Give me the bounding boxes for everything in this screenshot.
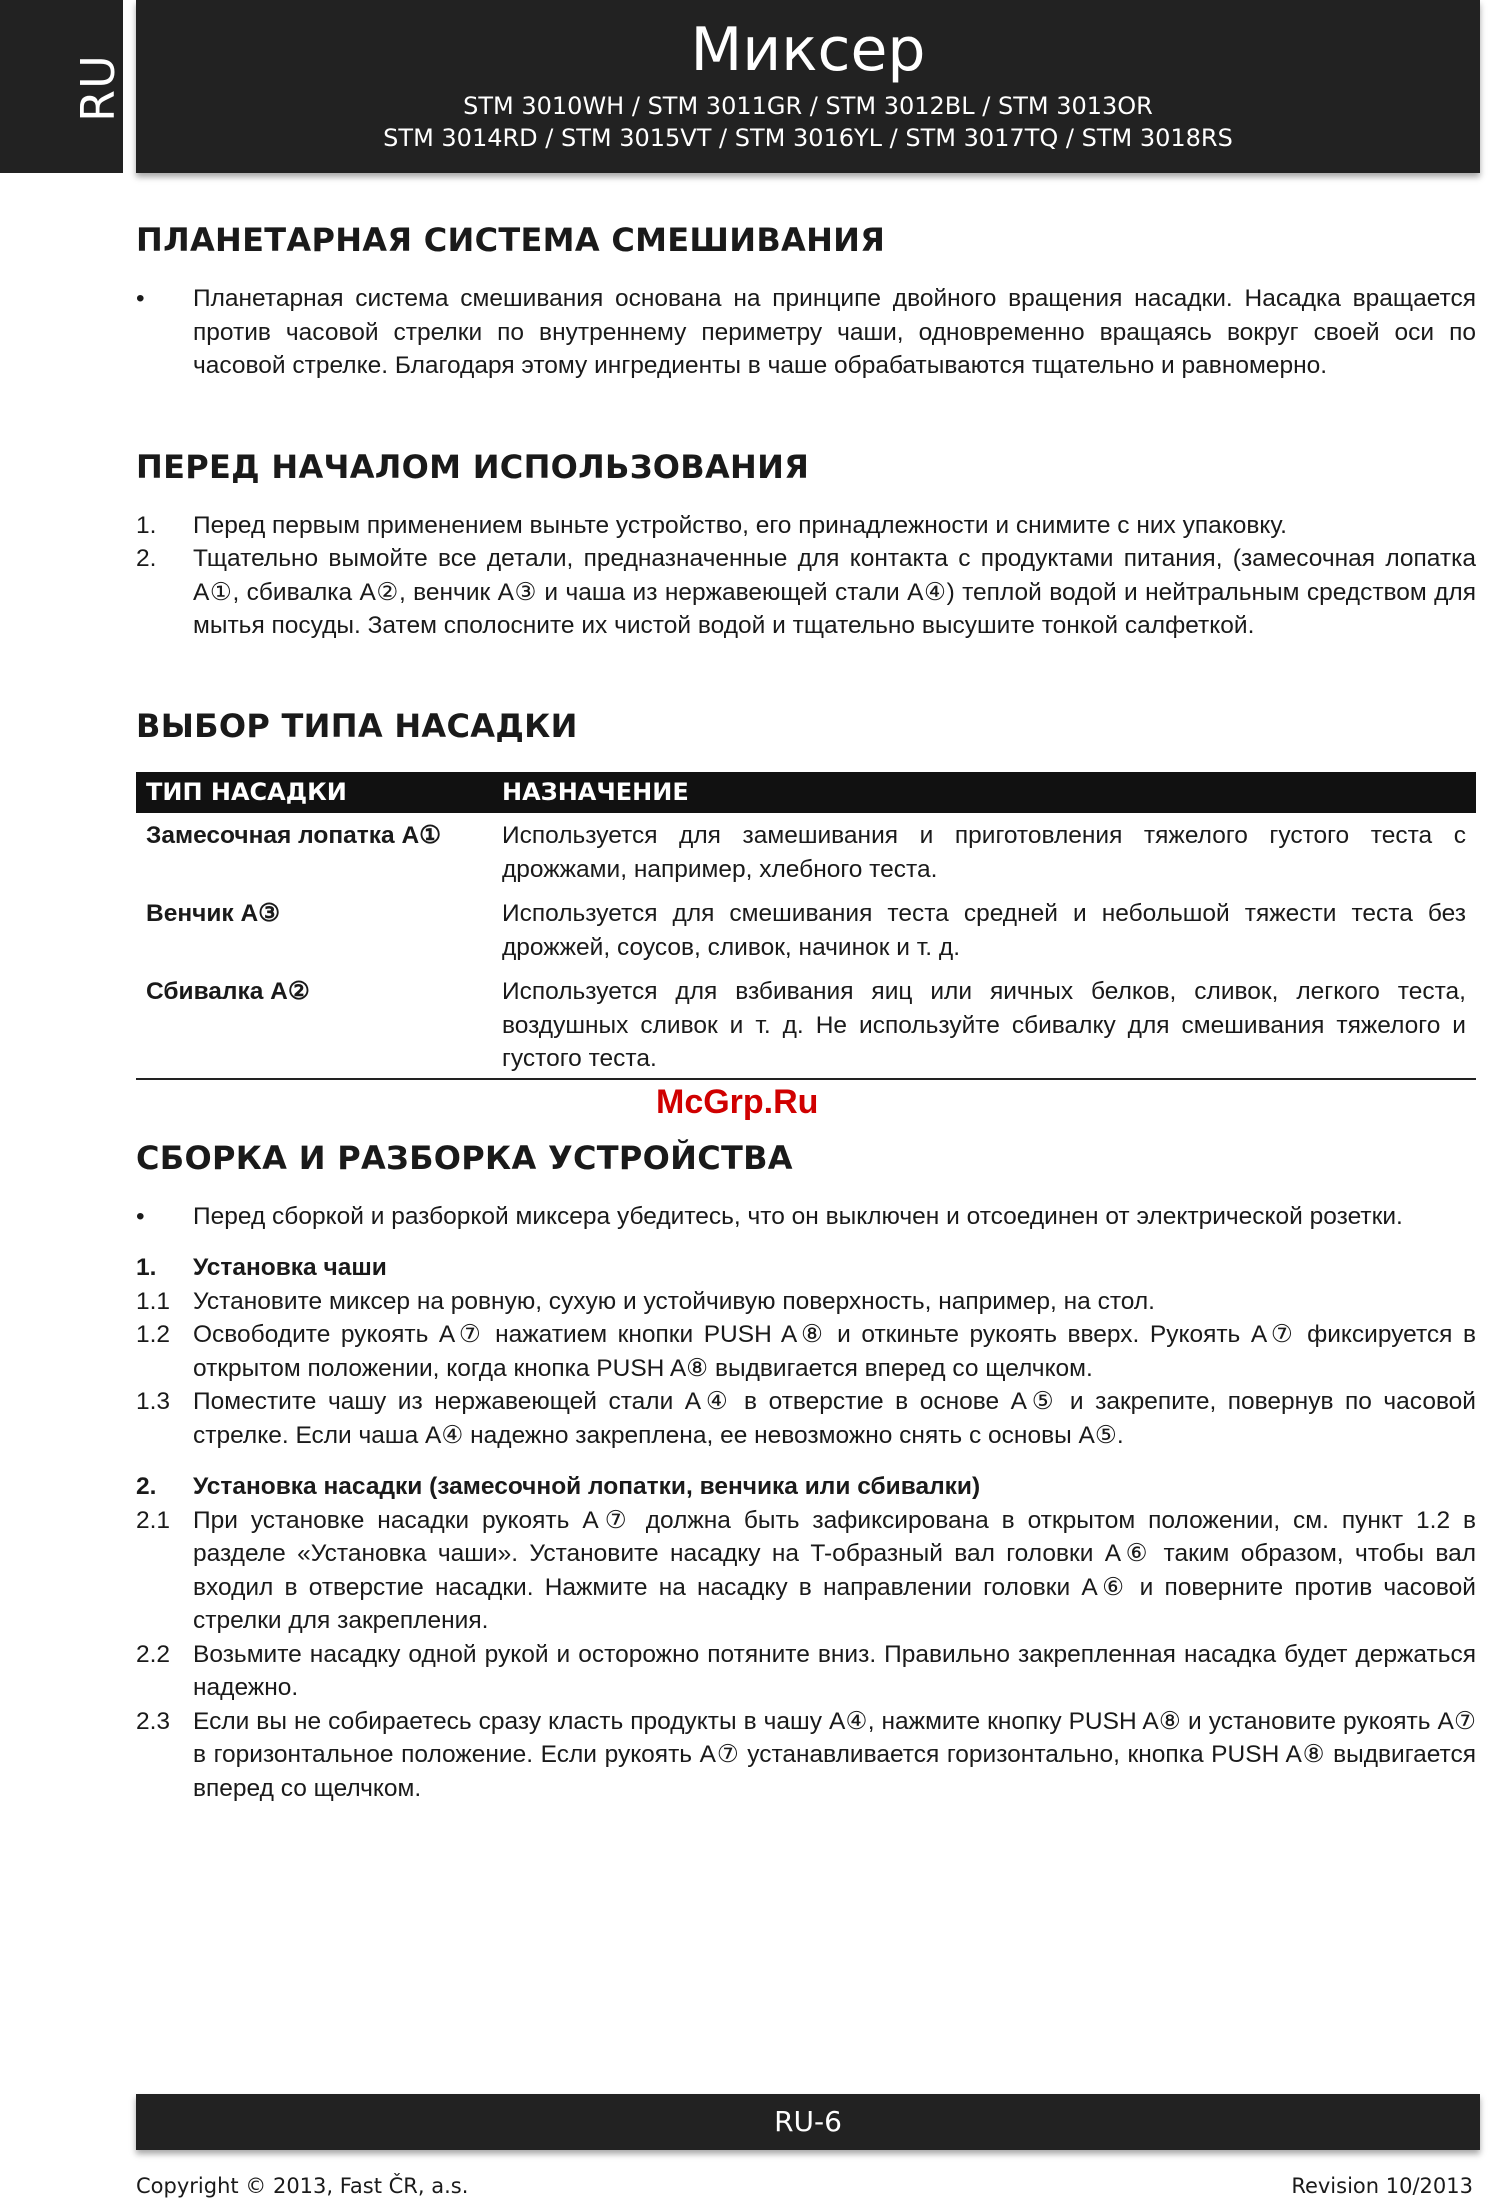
- list-item: [136, 1638, 1476, 1705]
- assembly-note-text: Перед сборкой и разборкой миксера убедитесь, что он выключен и отсоединен от электрической розетки.: [193, 1202, 1403, 1230]
- step-title: Установка чаши: [193, 1254, 387, 1281]
- table-row: [136, 813, 1476, 891]
- attachment-purpose: Используется для замешивания и приготовления тяжелого густого теста с дрожжами, например, хлебного теста.: [502, 822, 1466, 883]
- main-content: [136, 200, 1476, 1805]
- page-title: Миксер: [690, 15, 926, 85]
- attachment-purpose: Используется для взбивания яиц или яичных белков, сливок, легкого теста, воздушных сливок и т. д. Не используйте сбивалку для смешивания тяжелого и густого теста.: [492, 969, 1476, 1079]
- before-use-list: [136, 509, 1476, 643]
- list-item: [136, 1504, 1476, 1638]
- models-line-1: STM 3010WH / STM 3011GR / STM 3012BL / STM 3013OR: [463, 92, 1153, 120]
- language-label: RU: [71, 54, 125, 122]
- item-number: 1.1: [136, 1287, 171, 1315]
- item-text: Если вы не собираетесь сразу класть продукты в чашу A④, нажмите кнопку PUSH A⑧ и установите рукоять A⑦ в горизонтальное положение. Если рукоять A⑦ устанавливается горизонтально, кнопка PUSH A⑧ выдвигается вперед со щелчком.: [193, 1707, 1476, 1802]
- list-item: [136, 1705, 1476, 1806]
- bullet: •: [136, 285, 145, 312]
- section-title-assembly: СБОРКА И РАЗБОРКА УСТРОЙСТВА: [136, 1138, 793, 1177]
- list-item: [136, 509, 1476, 543]
- table-header-purpose: НАЗНАЧЕНИЕ: [492, 772, 1476, 814]
- attachment-name: Венчик A③: [146, 900, 281, 927]
- planetary-paragraph: [136, 282, 1476, 383]
- section-title-before-use: ПЕРЕД НАЧАЛОМ ИСПОЛЬЗОВАНИЯ: [136, 447, 810, 486]
- item-number: 1.3: [136, 1388, 171, 1415]
- attachment-table: [136, 772, 1476, 1080]
- section-title-planetary: ПЛАНЕТАРНАЯ СИСТЕМА СМЕШИВАНИЯ: [136, 221, 886, 259]
- table-row: [136, 891, 1476, 969]
- list-item: [136, 1385, 1476, 1452]
- assembly-note: [136, 1200, 1476, 1234]
- copyright: Copyright © 2013, Fast ČR, a.s.: [136, 2174, 469, 2198]
- list-item: [136, 542, 1476, 643]
- list-item: [136, 1285, 1476, 1319]
- item-text: Установите миксер на ровную, сухую и устойчивую поверхность, например, на стол.: [193, 1287, 1155, 1315]
- watermark: McGrp.Ru: [656, 1083, 819, 1121]
- attachment-purpose: Используется для смешивания теста средней и небольшой тяжести теста без дрожжей, соусов, сливок, начинок и т. д.: [502, 900, 1466, 961]
- page-number: RU-6: [774, 2105, 842, 2138]
- models-line-2: STM 3014RD / STM 3015VT / STM 3016YL / STM 3017TQ / STM 3018RS: [383, 124, 1233, 152]
- list-item: [136, 1318, 1476, 1385]
- bullet: •: [136, 1202, 145, 1230]
- step-title: Установка насадки (замесочной лопатки, венчика или сбивалки): [193, 1473, 981, 1500]
- item-text: Возьмите насадку одной рукой и осторожно потяните вниз. Правильно закрепленная насадка будет держаться надежно.: [193, 1640, 1476, 1701]
- item-text: При установке насадки рукоять A⑦ должна быть зафиксирована в открытом положении, см. пункт 1.2 в разделе «Установка чаши». Установите насадку на T-образный вал головки A⑥ таким образом, чтобы вал входил в отверстие насадки. Нажмите на насадку в направлении головки A⑥ и поверните против часовой стрелки для закрепления.: [193, 1506, 1476, 1634]
- step-2-heading: [136, 1470, 1476, 1504]
- table-row: [136, 969, 1476, 1079]
- item-number: 2.2: [136, 1640, 171, 1668]
- table-header-row: [136, 772, 1476, 814]
- item-text: Освободите рукоять A⑦ нажатием кнопки PUSH A⑧ и откиньте рукоять вверх. Рукоять A⑦ фиксируется в открытом положении, когда кнопка PUSH A⑧ выдвигается вперед со щелчком.: [193, 1321, 1476, 1382]
- item-number: 2.: [136, 545, 157, 572]
- step-number: 2.: [136, 1473, 157, 1500]
- item-text: Поместите чашу из нержавеющей стали A④ в отверстие в основе A⑤ и закрепите, повернув по часовой стрелке. Если чаша A④ надежно закреплена, ее невозможно снять с основы A⑤.: [193, 1388, 1476, 1449]
- section-title-attachment: ВЫБОР ТИПА НАСАДКИ: [136, 706, 578, 745]
- table-header-type: ТИП НАСАДКИ: [136, 772, 492, 814]
- step-number: 1.: [136, 1254, 157, 1281]
- page-header: [136, 0, 1480, 173]
- page-number-bar: [136, 2094, 1480, 2150]
- item-number: 2.1: [136, 1506, 171, 1534]
- item-number: 2.3: [136, 1707, 171, 1735]
- item-text: Тщательно вымойте все детали, предназначенные для контакта с продуктами питания, (замесочная лопатка A①, сбивалка A②, венчик A③ и чаша из нержавеющей стали A④) теплой водой и нейтральным средством для мытья посуды. Затем сполосните их чистой водой и тщательно высушите тонкой салфеткой.: [193, 545, 1476, 639]
- item-number: 1.2: [136, 1321, 171, 1348]
- planetary-text: Планетарная система смешивания основана на принципе двойного вращения насадки. Насадка вращается против часовой стрелки по внутреннему периметру чаши, одновременно вращаясь вокруг своей оси по часовой стрелке. Благодаря этому ингредиенты в чаше обрабатываются тщательно и равномерно.: [193, 285, 1476, 379]
- attachment-name: Сбивалка A②: [136, 969, 492, 1079]
- step-1-heading: [136, 1251, 1476, 1285]
- language-tab: [0, 0, 123, 173]
- item-text: Перед первым применением выньте устройство, его принадлежности и снимите с них упаковку.: [193, 511, 1287, 539]
- item-number: 1.: [136, 511, 157, 539]
- revision: Revision 10/2013: [1291, 2174, 1473, 2198]
- attachment-name: Замесочная лопатка A①: [146, 822, 442, 849]
